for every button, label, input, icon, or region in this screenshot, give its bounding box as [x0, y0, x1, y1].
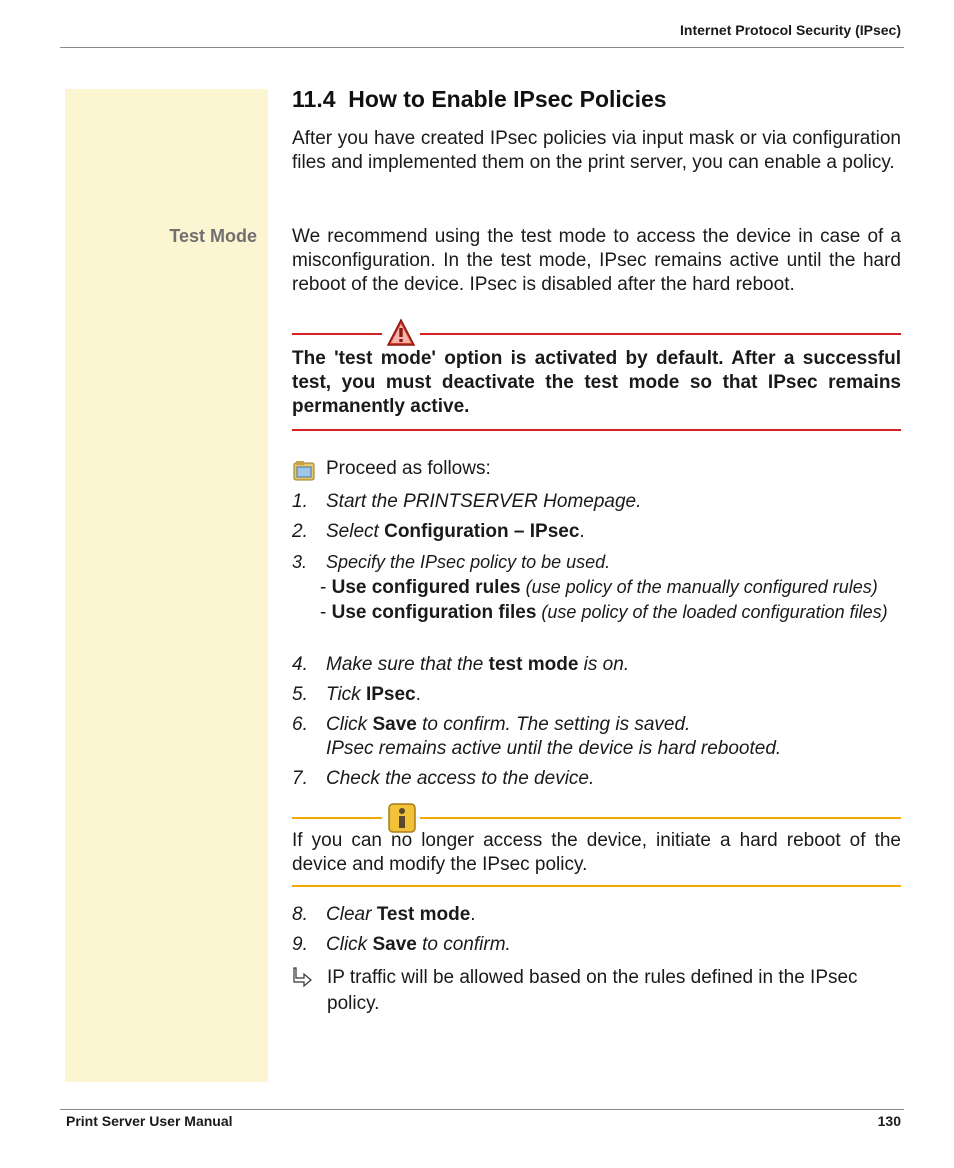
warning-rule-left	[292, 333, 382, 335]
step-text	[326, 490, 901, 514]
section-title: How to Enable IPsec Policies	[348, 86, 667, 112]
info-rule-right	[420, 817, 901, 819]
option-label: Use configuration files	[331, 602, 537, 623]
step-number: 7.	[292, 768, 308, 789]
step-text-part: Make sure that the	[326, 654, 489, 675]
step-number: 5.	[292, 684, 308, 705]
step-text-part: Click	[326, 934, 373, 955]
steps-list-c	[292, 903, 901, 957]
step-item	[292, 550, 901, 574]
proceed-text: Proceed as follows:	[326, 458, 491, 479]
step-text	[326, 653, 901, 677]
step-item	[292, 933, 901, 957]
step-text-part: Select	[326, 521, 385, 542]
step-item	[292, 490, 901, 514]
step-text-part: to confirm.	[416, 934, 511, 955]
step-item	[292, 520, 901, 544]
ui-term: Test mode	[376, 904, 471, 925]
option-configuration-files	[320, 600, 901, 625]
section-heading	[292, 86, 667, 113]
result-arrow-icon	[292, 966, 314, 988]
warning-text: The 'test mode' option is activated by default. After a successful test, you must deactivate the test mode so that IPsec remains permanently active.	[292, 348, 901, 417]
test-mode-paragraph: We recommend using the test mode to access the device in case of a misconfiguration. In the test mode, IPsec remains active until the hard reboot of the device. IPsec is disabled after the hard reboot.	[292, 226, 901, 295]
step-text-line2: IPsec remains active until the device is hard rebooted.	[326, 738, 782, 759]
step-text	[326, 767, 901, 791]
ui-term: IPsec	[365, 684, 416, 705]
step-item	[292, 653, 901, 677]
steps-list-b	[292, 653, 901, 791]
step-text-part: Specify the IPsec policy to be used.	[326, 552, 611, 572]
step-item	[292, 767, 901, 791]
info-text: If you can no longer access the device, initiate a hard reboot of the device and modify the IPsec policy.	[292, 830, 901, 875]
info-rule-left	[292, 817, 382, 819]
step-text-part: .	[470, 904, 476, 925]
step-text	[326, 903, 901, 927]
step-text-part: to confirm. The setting is saved.	[416, 714, 691, 735]
running-header: Internet Protocol Security (IPsec)	[680, 22, 901, 38]
procedure-icon	[292, 459, 316, 483]
section-number: 11.4	[292, 86, 336, 112]
step-text-part: .	[579, 521, 585, 542]
step-text	[326, 520, 901, 544]
step-number: 6.	[292, 714, 308, 735]
step-text	[326, 713, 901, 761]
option-note: (use policy of the loaded configuration files)	[536, 602, 888, 622]
result-text: IP traffic will be allowed based on the rules defined in the IPsec policy.	[327, 967, 858, 1014]
step-item	[292, 903, 901, 927]
step-number: 9.	[292, 934, 308, 955]
option-label: Use configured rules	[331, 577, 521, 598]
step-item	[292, 713, 901, 761]
margin-label-test-mode: Test Mode	[169, 226, 257, 246]
option-note: (use policy of the manually configured rules)	[520, 577, 878, 597]
option-dash: -	[320, 602, 332, 623]
step-number: 8.	[292, 904, 308, 925]
step-item	[292, 683, 901, 707]
option-dash: -	[320, 577, 332, 598]
step-number: 2.	[292, 521, 308, 542]
ui-term: Configuration – IPsec	[384, 521, 580, 542]
warning-rule-bottom	[292, 429, 901, 431]
step-text-part: Tick	[326, 684, 366, 705]
intro-paragraph: After you have created IPsec policies via input mask or via configuration files and implemented them on the print server, you can enable a policy.	[292, 128, 901, 173]
footer-manual-title: Print Server User Manual	[66, 1113, 233, 1129]
page-number: 130	[877, 1113, 901, 1129]
step-text-part: Click	[326, 714, 373, 735]
steps-list-a	[292, 490, 901, 574]
info-rule-bottom	[292, 885, 901, 887]
warning-icon	[386, 318, 416, 348]
step-number: 1.	[292, 491, 308, 512]
footer-rule	[60, 1109, 904, 1110]
step-text	[326, 550, 901, 574]
step-text	[326, 683, 901, 707]
step-number: 3.	[292, 552, 308, 572]
step-number: 4.	[292, 654, 308, 675]
step-text-part: Check the access to the device.	[326, 768, 595, 789]
step-text-part: Start the PRINTSERVER Homepage.	[326, 491, 642, 512]
step-text-part: .	[415, 684, 421, 705]
step-text-part: is on.	[578, 654, 630, 675]
option-configured-rules	[320, 575, 901, 600]
ui-term: Save	[372, 714, 417, 735]
header-rule	[60, 47, 904, 48]
step-text	[326, 933, 901, 957]
step3-options	[320, 575, 901, 625]
step-text-part: Clear	[326, 904, 377, 925]
warning-rule-right	[420, 333, 901, 335]
ui-term: test mode	[488, 654, 579, 675]
ui-term: Save	[372, 934, 417, 955]
